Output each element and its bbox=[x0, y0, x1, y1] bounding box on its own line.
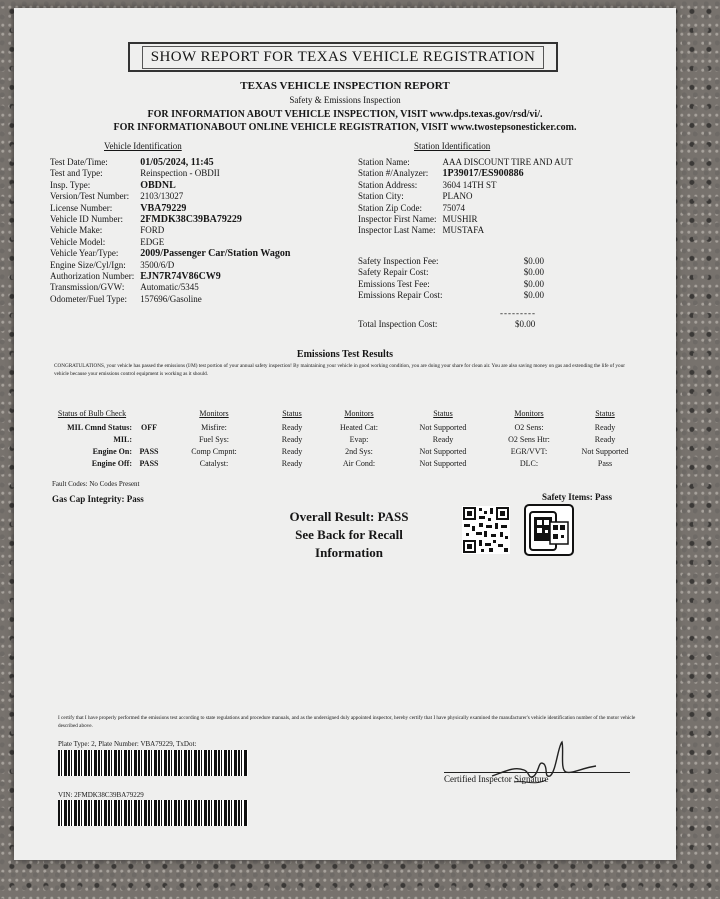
overall-result bbox=[254, 508, 444, 562]
monitors-cell: PASS bbox=[139, 447, 159, 456]
field-label: Emissions Repair Cost: bbox=[358, 290, 443, 301]
monitors-cell: Fuel Sys: bbox=[198, 435, 229, 444]
field-value: VBA79229 bbox=[140, 202, 187, 214]
monitors-cell: O2 Sens: bbox=[514, 423, 544, 432]
monitors-header-cell: Monitors bbox=[514, 409, 544, 418]
kv-row bbox=[50, 191, 290, 202]
monitors-cell: Not Supported bbox=[581, 447, 629, 456]
field-value: 157696/Gasoline bbox=[140, 293, 202, 304]
monitors-cell: O2 Sens Htr: bbox=[508, 435, 550, 444]
qr-code bbox=[462, 506, 510, 554]
kv-row bbox=[50, 180, 290, 191]
field-label: Inspector Last Name: bbox=[358, 225, 436, 236]
monitors-header-cell: Status bbox=[282, 409, 302, 418]
gas-cap-integrity: Gas Cap Integrity: Pass bbox=[52, 494, 144, 504]
field-label: Station #/Analyzer: bbox=[358, 168, 429, 179]
field-label: Insp. Type: bbox=[50, 179, 91, 190]
field-label: Vehicle Year/Type: bbox=[50, 248, 119, 259]
kv-row bbox=[50, 157, 290, 168]
field-label: Vehicle Model: bbox=[50, 236, 106, 247]
safety-items: Safety Items: Pass bbox=[542, 492, 612, 502]
monitors-table bbox=[52, 408, 642, 470]
monitors-cell: PASS bbox=[139, 459, 159, 468]
monitors-cell: Comp Cmpnt: bbox=[191, 447, 237, 456]
kv-row bbox=[358, 225, 573, 236]
vehicle-id-table bbox=[50, 157, 290, 305]
field-label: Station Zip Code: bbox=[358, 202, 422, 213]
field-value: MUSTAFA bbox=[442, 225, 485, 236]
monitors-cell: Not Supported bbox=[419, 423, 467, 432]
field-value: 2FMDK38C39BA79229 bbox=[140, 214, 242, 226]
monitors-cell: Engine Off: bbox=[91, 459, 132, 468]
field-label: Engine Size/Cyl/Ign: bbox=[50, 259, 126, 270]
monitors-cell: Evap: bbox=[349, 435, 369, 444]
monitors-cell: DLC: bbox=[519, 459, 539, 468]
monitors-cell: Ready bbox=[594, 423, 616, 432]
field-label: Test Date/Time: bbox=[50, 157, 108, 167]
info-line-registration: FOR INFORMATIONABOUT ONLINE VEHICLE REGISTRATION, VISIT www.twostepsonesticker.com. bbox=[113, 122, 577, 133]
field-label: Emissions Test Fee: bbox=[358, 278, 430, 289]
monitors-header-row bbox=[52, 408, 642, 420]
monitors-cell: 2nd Sys: bbox=[345, 447, 373, 456]
field-value: EJN7R74V86CW9 bbox=[140, 271, 221, 283]
monitors-header-cell: Monitors bbox=[199, 409, 229, 418]
monitors-header-cell: Status bbox=[433, 409, 453, 418]
kv-row bbox=[358, 214, 573, 225]
kv-row bbox=[50, 260, 290, 271]
monitors-header-cell: Monitors bbox=[344, 409, 374, 418]
field-label: Odometer/Fuel Type: bbox=[50, 293, 127, 304]
field-label: Vehicle ID Number: bbox=[50, 214, 123, 225]
monitors-header-cell: Status of Bulb Check bbox=[57, 409, 127, 418]
field-value: 3500/6/D bbox=[140, 259, 175, 270]
monitors-row bbox=[52, 446, 642, 458]
field-label: Station Address: bbox=[358, 179, 418, 190]
info-line-inspection: FOR INFORMATION ABOUT VEHICLE INSPECTION, VISIT www.dps.texas.gov/rsd/vi/. bbox=[147, 109, 543, 120]
kv-row bbox=[358, 256, 544, 267]
total-cost-label: Total Inspection Cost: bbox=[358, 319, 438, 329]
field-value: $0.00 bbox=[523, 278, 544, 289]
monitors-row bbox=[52, 422, 642, 434]
kv-row bbox=[358, 290, 544, 301]
banner-text: SHOW REPORT FOR TEXAS VEHICLE REGISTRATION bbox=[142, 46, 544, 69]
overall-result-line: Overall Result: PASS bbox=[289, 509, 409, 524]
kv-row bbox=[50, 248, 290, 259]
field-label: Test and Type: bbox=[50, 168, 103, 179]
monitors-header-cell bbox=[132, 408, 166, 420]
kv-row bbox=[50, 203, 290, 214]
kv-row bbox=[50, 237, 290, 248]
vin-info: VIN: 2FMDK38C39BA79229 bbox=[58, 791, 144, 799]
field-value: MUSHIR bbox=[442, 214, 478, 225]
field-value: OBDNL bbox=[140, 179, 176, 191]
field-value: 2009/Passenger Car/Station Wagon bbox=[140, 248, 291, 260]
station-id-table bbox=[358, 157, 573, 237]
station-id-heading: Station Identification bbox=[414, 141, 491, 151]
plate-info: Plate Type: 2, Plate Number: VBA79229, TxDot: bbox=[58, 740, 197, 748]
monitors-cell: EGR/VVT: bbox=[510, 447, 548, 456]
monitors-cell: Ready bbox=[281, 447, 303, 456]
kv-row bbox=[358, 203, 573, 214]
monitors-cell: Not Supported bbox=[419, 459, 467, 468]
monitors-cell: MIL Cmnd Status: bbox=[67, 423, 132, 432]
plate-barcode bbox=[58, 750, 248, 776]
kv-row bbox=[358, 168, 573, 179]
vin-barcode bbox=[58, 800, 248, 826]
report-subtitle: Safety & Emissions Inspection bbox=[289, 95, 401, 105]
report-title: TEXAS VEHICLE INSPECTION REPORT bbox=[240, 80, 450, 92]
field-label: Authorization Number: bbox=[50, 271, 135, 282]
field-value: 1P39017/ES900886 bbox=[442, 168, 524, 180]
monitors-cell: MIL: bbox=[113, 435, 132, 444]
report-banner bbox=[128, 42, 558, 72]
field-label: Station City: bbox=[358, 191, 404, 202]
kv-row bbox=[358, 157, 573, 168]
kv-row bbox=[50, 168, 290, 179]
monitors-cell: Engine On: bbox=[92, 447, 132, 456]
total-cost-value: $0.00 bbox=[515, 319, 536, 329]
field-label: Inspector First Name: bbox=[358, 214, 437, 225]
congratulations-text: CONGRATULATIONS, your vehicle has passed the emissions (I/M) test portion of your annual safety inspection! By maintaining your vehicle in good working condition, you are doing your share for clean air. You are also saving money on gas and extending the life of your vehicle because your emissions control equipment is working as it should. bbox=[54, 363, 625, 377]
monitors-cell: Ready bbox=[594, 435, 616, 444]
monitors-cell: Heated Cat: bbox=[340, 423, 378, 432]
recall-line: See Back for Recall bbox=[295, 527, 403, 542]
monitors-row bbox=[52, 434, 642, 446]
monitors-cell: Misfire: bbox=[201, 423, 227, 432]
kv-row bbox=[50, 214, 290, 225]
kv-row bbox=[50, 271, 290, 282]
fault-codes: Fault Codes: No Codes Present bbox=[52, 480, 140, 488]
field-value: Automatic/5345 bbox=[140, 282, 199, 293]
field-value: $0.00 bbox=[523, 256, 544, 266]
field-value: $0.00 bbox=[523, 267, 544, 278]
signature-label: Certified Inspector Signature bbox=[444, 774, 549, 784]
field-label: Vehicle Make: bbox=[50, 225, 103, 236]
certification-text: I certify that I have properly performed the emissions test according to state regulations and procedure manuals, and as the undersigned duly appointed inspector, hereby certify that I have physically examined the manufacturer's vehicle identification number of the motor vehicle described above. bbox=[58, 715, 636, 729]
field-label: Version/Test Number: bbox=[50, 191, 130, 202]
monitors-row bbox=[52, 458, 642, 470]
monitors-header-cell: Status bbox=[595, 409, 615, 418]
field-value: 2103/13027 bbox=[140, 191, 184, 202]
inspection-report-page bbox=[14, 8, 676, 860]
field-value: 3604 14TH ST bbox=[442, 179, 497, 190]
kv-row bbox=[358, 279, 544, 290]
monitors-cell: Ready bbox=[281, 459, 303, 468]
kv-row bbox=[358, 267, 544, 278]
kv-row bbox=[50, 294, 290, 305]
kv-row bbox=[50, 225, 290, 236]
monitors-cell: Air Cond: bbox=[342, 459, 376, 468]
kv-row bbox=[358, 191, 573, 202]
fees-table bbox=[358, 256, 544, 302]
signature-line bbox=[444, 772, 630, 773]
monitors-cell: Ready bbox=[432, 435, 454, 444]
field-value: PLANO bbox=[442, 191, 473, 202]
field-value: EDGE bbox=[140, 236, 165, 247]
field-label: Transmission/GVW: bbox=[50, 282, 125, 293]
kv-row bbox=[50, 282, 290, 293]
inspector-signature bbox=[484, 736, 604, 796]
vehicle-id-heading: Vehicle Identification bbox=[104, 141, 182, 151]
monitors-cell: OFF bbox=[141, 423, 157, 432]
field-label: Station Name: bbox=[358, 157, 410, 167]
field-label: License Number: bbox=[50, 202, 113, 213]
monitors-cell bbox=[132, 434, 166, 446]
field-value: $0.00 bbox=[523, 290, 544, 301]
field-value: AAA DISCOUNT TIRE AND AUT bbox=[442, 157, 573, 167]
phone-scan-icon bbox=[524, 504, 574, 556]
monitors-cell: Ready bbox=[281, 435, 303, 444]
emissions-heading: Emissions Test Results bbox=[296, 349, 394, 360]
field-label: Safety Repair Cost: bbox=[358, 267, 429, 278]
field-value: FORD bbox=[140, 225, 165, 236]
monitors-cell: Not Supported bbox=[419, 447, 467, 456]
monitors-cell: Catalyst: bbox=[199, 459, 229, 468]
monitors-cell: Pass bbox=[597, 459, 613, 468]
field-value: 01/05/2024, 11:45 bbox=[140, 157, 214, 168]
fee-divider: --------- bbox=[500, 308, 536, 318]
kv-row bbox=[358, 180, 573, 191]
field-label: Safety Inspection Fee: bbox=[358, 256, 439, 266]
monitors-cell: Ready bbox=[281, 423, 303, 432]
field-value: Reinspection - OBDII bbox=[140, 168, 220, 179]
field-value: 75074 bbox=[442, 202, 465, 213]
recall-info-line: Information bbox=[315, 545, 383, 560]
